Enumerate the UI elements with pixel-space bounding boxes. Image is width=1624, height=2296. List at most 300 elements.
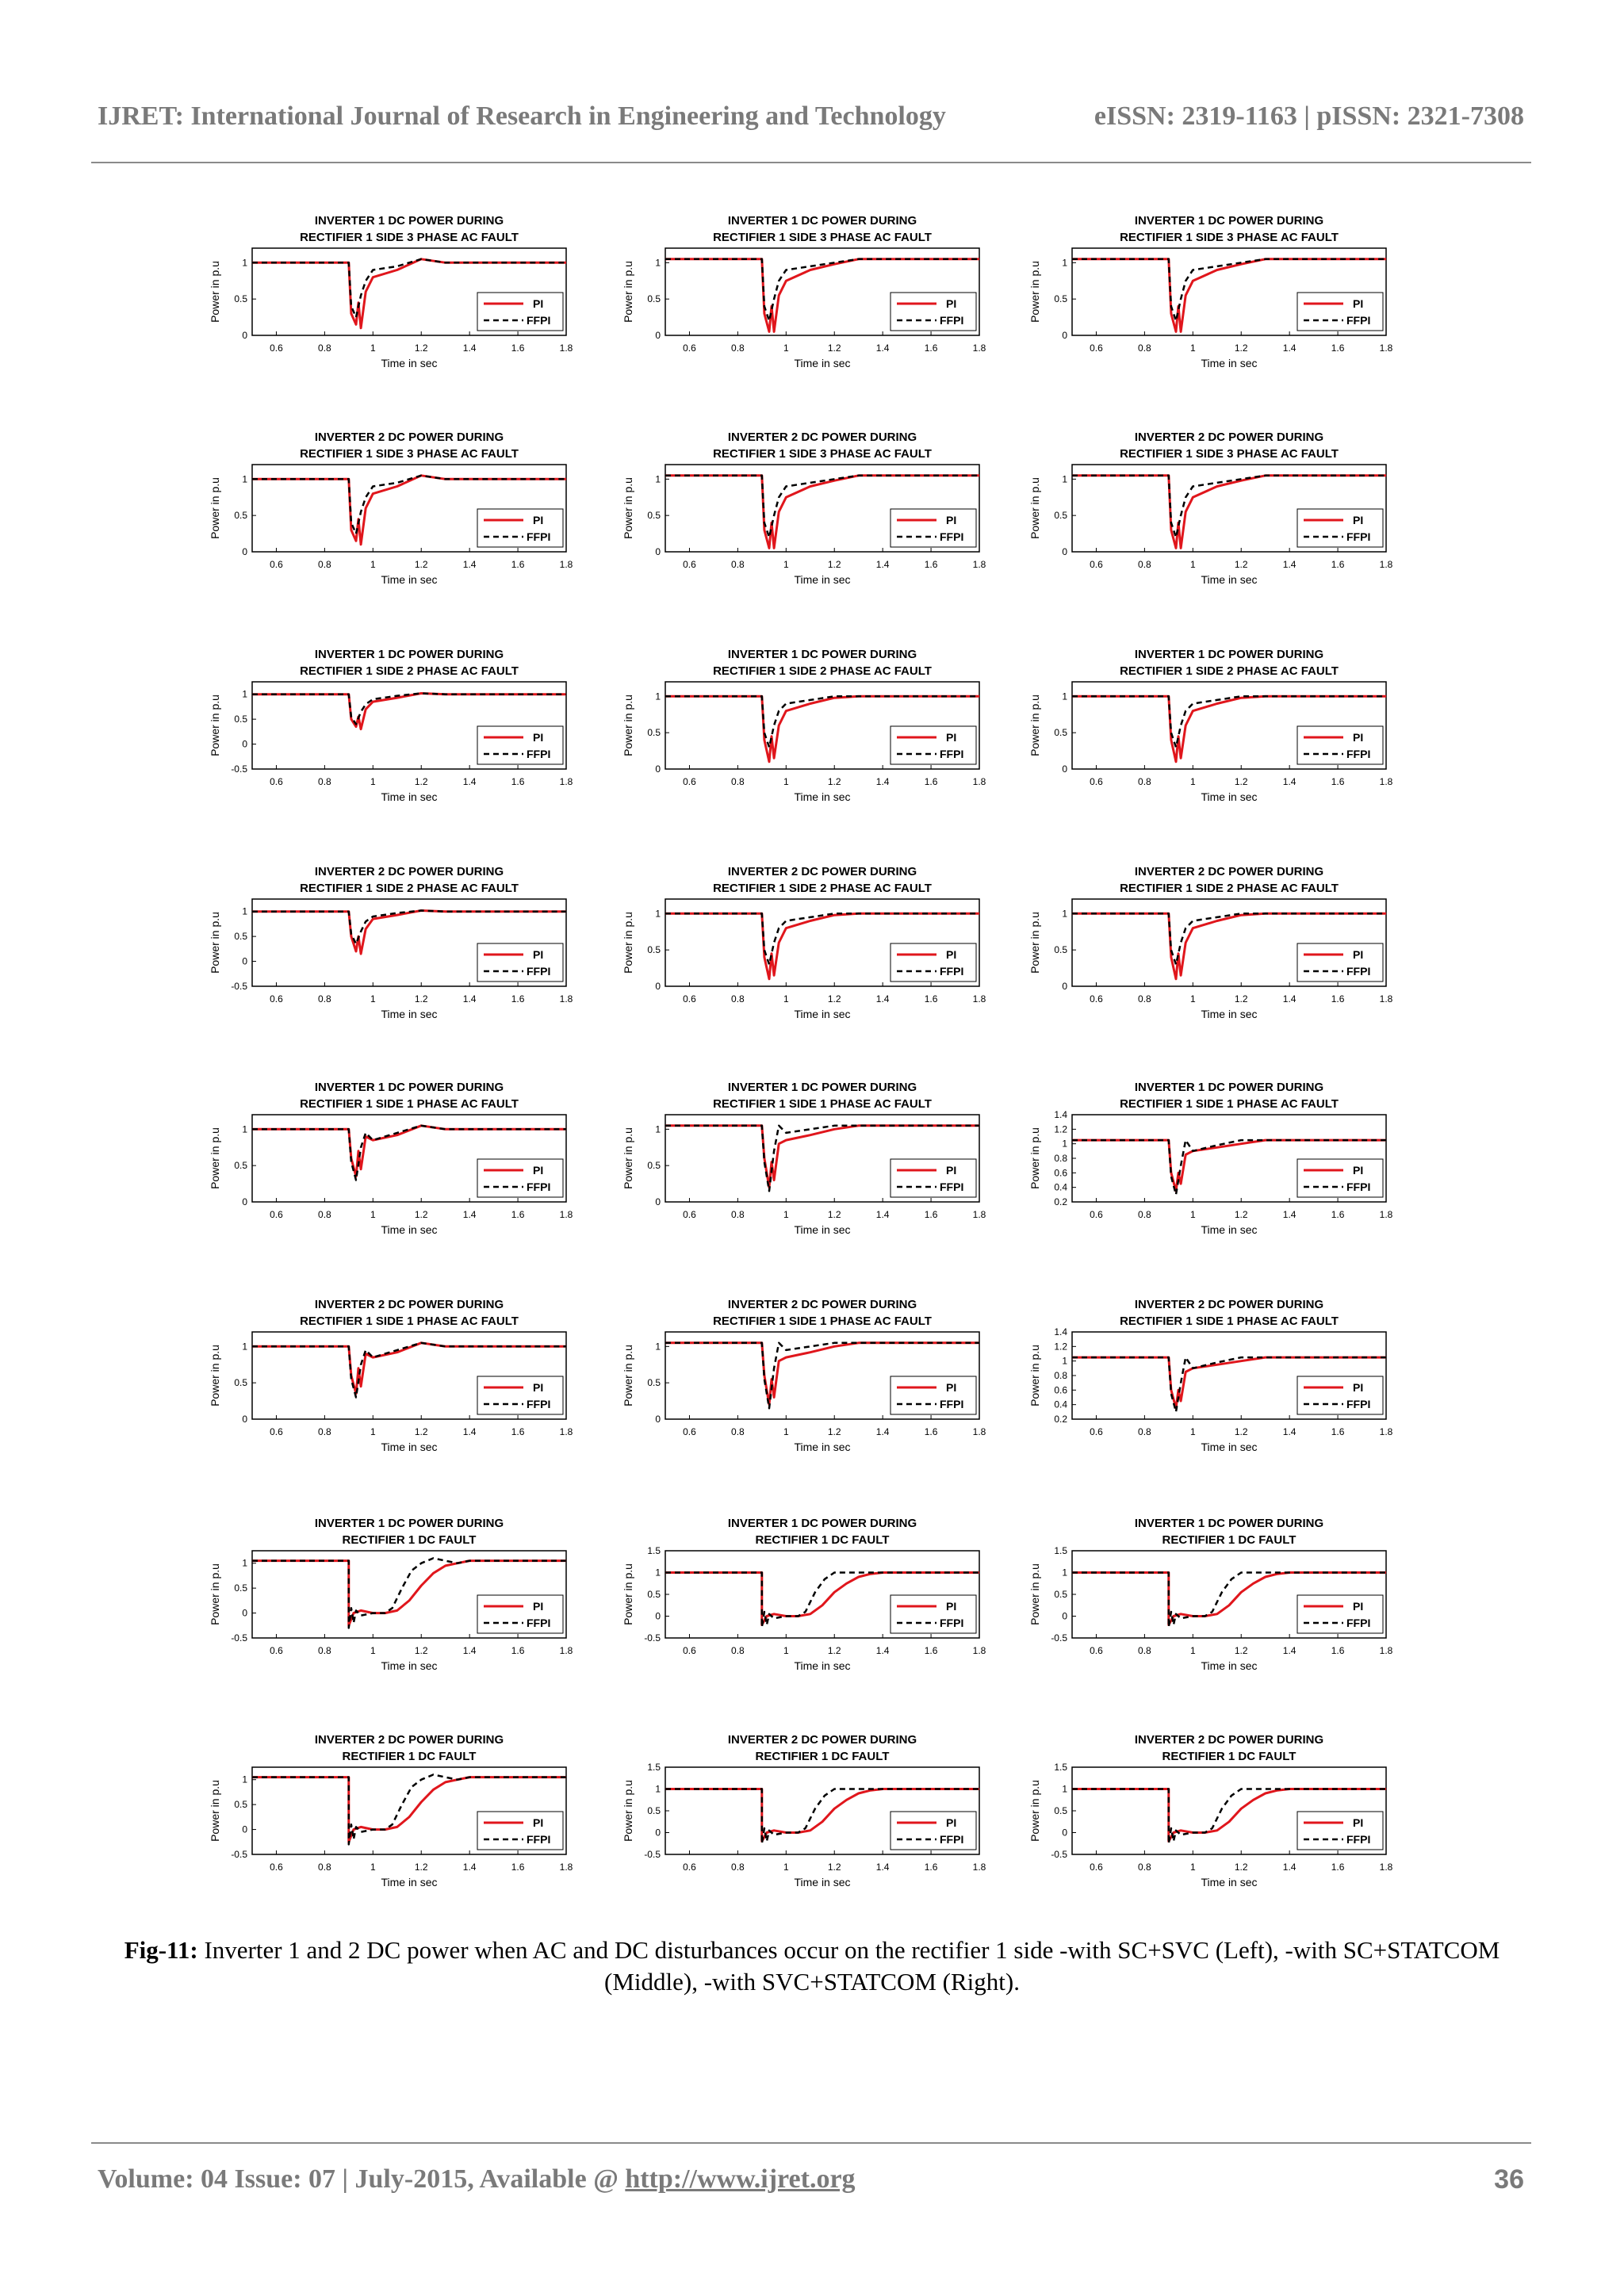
chart-title-line1: INVERTER 2 DC POWER DURING bbox=[727, 430, 917, 444]
x-tick-label: 1 bbox=[1189, 342, 1196, 354]
x-tick-label: 0.6 bbox=[683, 1645, 696, 1656]
y-tick-label: 0 bbox=[242, 1823, 247, 1835]
x-tick-label: 0.8 bbox=[1138, 1426, 1151, 1437]
legend-label-ffpi: FFPI bbox=[527, 1617, 551, 1629]
y-tick-label: 1 bbox=[242, 1557, 247, 1569]
chart-title-line2: RECTIFIER 1 DC FAULT bbox=[1162, 1533, 1297, 1547]
x-tick-label: 1.2 bbox=[827, 1862, 841, 1873]
chart-panel-r3c3 bbox=[1028, 648, 1393, 803]
y-tick-label: 0 bbox=[655, 1196, 661, 1207]
x-tick-label: 1.8 bbox=[1379, 776, 1393, 787]
legend-label-pi: PI bbox=[946, 297, 957, 310]
y-tick-label: 0.5 bbox=[1054, 944, 1067, 956]
figure-caption bbox=[119, 1934, 1505, 1998]
x-axis-label: Time in sec bbox=[1201, 1441, 1258, 1453]
chart-panel-r4c3 bbox=[1028, 865, 1393, 1020]
chart-panel-r6c1 bbox=[209, 1298, 573, 1453]
x-tick-label: 1 bbox=[1189, 1209, 1196, 1220]
y-tick-label: 0 bbox=[655, 1610, 661, 1622]
x-tick-label: 1 bbox=[783, 993, 789, 1004]
y-tick-label: -0.5 bbox=[231, 981, 247, 992]
y-tick-label: 0 bbox=[1062, 763, 1067, 775]
x-tick-label: 0.6 bbox=[1090, 993, 1103, 1004]
x-tick-label: 1.8 bbox=[972, 776, 986, 787]
x-axis-label: Time in sec bbox=[794, 790, 851, 803]
y-tick-label: 1.5 bbox=[1054, 1762, 1067, 1773]
x-tick-label: 1.2 bbox=[1234, 1426, 1248, 1437]
x-tick-label: 1.2 bbox=[414, 559, 428, 570]
x-tick-label: 1.8 bbox=[972, 993, 986, 1004]
x-tick-label: 1 bbox=[1189, 776, 1196, 787]
legend-label-pi: PI bbox=[946, 731, 957, 744]
y-tick-label: 1 bbox=[1062, 691, 1067, 702]
x-axis-label: Time in sec bbox=[1201, 357, 1258, 369]
x-tick-label: 1.8 bbox=[972, 1426, 986, 1437]
x-tick-label: 1 bbox=[1189, 559, 1196, 570]
x-tick-label: 1.6 bbox=[1331, 1209, 1345, 1220]
y-axis-label: Power in p.u bbox=[622, 1127, 634, 1189]
x-tick-label: 1.4 bbox=[462, 776, 477, 787]
x-tick-label: 0.6 bbox=[683, 993, 696, 1004]
chart-panel-r8c2 bbox=[622, 1733, 986, 1888]
legend-label-ffpi: FFPI bbox=[1346, 965, 1371, 978]
chart-title-line1: INVERTER 1 DC POWER DURING bbox=[1134, 1081, 1324, 1094]
x-tick-label: 1.6 bbox=[511, 1645, 525, 1656]
x-tick-label: 1 bbox=[783, 1645, 789, 1656]
x-axis-label: Time in sec bbox=[381, 573, 438, 586]
legend-label-ffpi: FFPI bbox=[1346, 1617, 1371, 1629]
x-tick-label: 1.6 bbox=[924, 993, 938, 1004]
x-tick-label: 1.8 bbox=[972, 559, 986, 570]
y-tick-label: 0 bbox=[655, 330, 661, 341]
chart-panel-r4c1 bbox=[209, 865, 573, 1020]
y-axis-label: Power in p.u bbox=[1028, 912, 1041, 974]
x-tick-label: 1.8 bbox=[972, 1645, 986, 1656]
x-tick-label: 0.8 bbox=[318, 1645, 331, 1656]
x-tick-label: 0.8 bbox=[1138, 559, 1151, 570]
y-axis-label: Power in p.u bbox=[1028, 1127, 1041, 1189]
x-tick-label: 1.2 bbox=[414, 1209, 428, 1220]
legend-label-ffpi: FFPI bbox=[1346, 314, 1371, 327]
y-tick-label: 0 bbox=[242, 1607, 247, 1619]
x-tick-label: 1 bbox=[370, 776, 376, 787]
x-tick-label: 1.8 bbox=[559, 342, 573, 354]
x-tick-label: 1.6 bbox=[511, 1209, 525, 1220]
x-tick-label: 1.6 bbox=[511, 559, 525, 570]
legend-label-ffpi: FFPI bbox=[527, 748, 551, 760]
y-tick-label: -0.5 bbox=[231, 1849, 247, 1860]
y-tick-label: 0.5 bbox=[234, 931, 247, 943]
x-tick-label: 0.6 bbox=[683, 1426, 696, 1437]
x-tick-label: 1.4 bbox=[875, 559, 890, 570]
y-tick-label: 0.5 bbox=[647, 1377, 661, 1389]
x-tick-label: 0.6 bbox=[270, 1862, 283, 1873]
x-tick-label: 0.6 bbox=[683, 342, 696, 354]
x-tick-label: 0.6 bbox=[683, 1209, 696, 1220]
y-tick-label: 0.5 bbox=[647, 510, 661, 522]
x-tick-label: 1.2 bbox=[1234, 993, 1248, 1004]
chart-title-line2: RECTIFIER 1 SIDE 1 PHASE AC FAULT bbox=[713, 1097, 932, 1111]
x-tick-label: 1.8 bbox=[1379, 1426, 1393, 1437]
chart-title-line2: RECTIFIER 1 SIDE 1 PHASE AC FAULT bbox=[300, 1097, 519, 1111]
chart-title-line1: INVERTER 2 DC POWER DURING bbox=[1134, 865, 1324, 878]
legend-label-pi: PI bbox=[533, 1816, 544, 1829]
chart-title-line2: RECTIFIER 1 SIDE 3 PHASE AC FAULT bbox=[1120, 447, 1339, 461]
x-tick-label: 0.6 bbox=[270, 1426, 283, 1437]
legend-label-pi: PI bbox=[1353, 1600, 1364, 1613]
legend-label-pi: PI bbox=[533, 1600, 544, 1613]
x-tick-label: 1.4 bbox=[1282, 1426, 1297, 1437]
x-tick-label: 1.4 bbox=[1282, 1209, 1297, 1220]
x-axis-label: Time in sec bbox=[794, 1223, 851, 1236]
x-tick-label: 0.6 bbox=[1090, 1645, 1103, 1656]
chart-title-line1: INVERTER 2 DC POWER DURING bbox=[314, 430, 504, 444]
x-tick-label: 1.8 bbox=[972, 1209, 986, 1220]
y-tick-label: 1 bbox=[1062, 1355, 1067, 1367]
y-tick-label: 0.5 bbox=[647, 944, 661, 956]
x-tick-label: 1.4 bbox=[1282, 993, 1297, 1004]
y-tick-label: 1 bbox=[655, 1567, 661, 1578]
y-tick-label: 0 bbox=[242, 1414, 247, 1425]
x-axis-label: Time in sec bbox=[381, 790, 438, 803]
chart-panel-r5c3 bbox=[1028, 1081, 1393, 1236]
y-axis-label: Power in p.u bbox=[1028, 1345, 1041, 1406]
y-tick-label: 0.5 bbox=[234, 1799, 247, 1811]
legend-label-pi: PI bbox=[1353, 948, 1364, 961]
x-tick-label: 0.8 bbox=[731, 1426, 745, 1437]
x-tick-label: 0.6 bbox=[1090, 776, 1103, 787]
x-tick-label: 0.8 bbox=[318, 1209, 331, 1220]
y-tick-label: 1 bbox=[655, 1123, 661, 1135]
chart-title-line2: RECTIFIER 1 DC FAULT bbox=[755, 1750, 890, 1763]
y-tick-label: 0.5 bbox=[234, 293, 247, 305]
y-tick-label: 0.8 bbox=[1054, 1370, 1067, 1381]
legend-label-pi: PI bbox=[533, 1381, 544, 1394]
y-tick-label: 1 bbox=[655, 1783, 661, 1795]
x-tick-label: 0.6 bbox=[270, 342, 283, 354]
chart-title-line2: RECTIFIER 1 SIDE 3 PHASE AC FAULT bbox=[713, 447, 932, 461]
legend-label-ffpi: FFPI bbox=[940, 1617, 964, 1629]
legend-label-pi: PI bbox=[946, 1600, 957, 1613]
x-tick-label: 0.8 bbox=[318, 559, 331, 570]
y-tick-label: 0 bbox=[1062, 981, 1067, 992]
y-tick-label: 1 bbox=[1062, 1567, 1067, 1578]
x-tick-label: 1.6 bbox=[1331, 559, 1345, 570]
chart-title-line1: INVERTER 1 DC POWER DURING bbox=[727, 214, 917, 228]
x-tick-label: 1 bbox=[783, 559, 789, 570]
y-tick-label: 0.5 bbox=[234, 1377, 247, 1389]
y-tick-label: 0.4 bbox=[1054, 1181, 1067, 1193]
y-tick-label: 0.5 bbox=[647, 1160, 661, 1172]
y-axis-label: Power in p.u bbox=[1028, 261, 1041, 323]
y-tick-label: 0.5 bbox=[1054, 1589, 1067, 1600]
chart-title-line1: INVERTER 2 DC POWER DURING bbox=[314, 865, 504, 878]
x-tick-label: 1.2 bbox=[827, 342, 841, 354]
y-tick-label: 0 bbox=[1062, 546, 1067, 557]
y-tick-label: 1 bbox=[242, 905, 247, 917]
chart-title-line1: INVERTER 2 DC POWER DURING bbox=[727, 865, 917, 878]
y-axis-label: Power in p.u bbox=[622, 912, 634, 974]
chart-title-line1: INVERTER 2 DC POWER DURING bbox=[1134, 1298, 1324, 1311]
y-tick-label: 0.4 bbox=[1054, 1399, 1067, 1410]
chart-title-line1: INVERTER 2 DC POWER DURING bbox=[1134, 430, 1324, 444]
x-tick-label: 1.2 bbox=[414, 776, 428, 787]
legend-label-ffpi: FFPI bbox=[1346, 1181, 1371, 1193]
x-axis-label: Time in sec bbox=[794, 1441, 851, 1453]
chart-title-line1: INVERTER 2 DC POWER DURING bbox=[727, 1733, 917, 1747]
x-tick-label: 1.6 bbox=[924, 1209, 938, 1220]
legend-label-ffpi: FFPI bbox=[527, 314, 551, 327]
x-tick-label: 1.4 bbox=[875, 1862, 890, 1873]
x-tick-label: 1.8 bbox=[1379, 1645, 1393, 1656]
x-tick-label: 0.6 bbox=[683, 1862, 696, 1873]
x-tick-label: 1.6 bbox=[1331, 1426, 1345, 1437]
x-tick-label: 1.2 bbox=[827, 1645, 841, 1656]
y-tick-label: 1 bbox=[1062, 257, 1067, 269]
y-tick-label: 0.5 bbox=[647, 727, 661, 739]
chart-panel-r6c2 bbox=[622, 1298, 986, 1453]
x-tick-label: 0.6 bbox=[270, 776, 283, 787]
y-tick-label: 0 bbox=[655, 1827, 661, 1839]
chart-panel-r7c3 bbox=[1028, 1517, 1393, 1672]
y-tick-label: -0.5 bbox=[231, 1632, 247, 1644]
chart-title-line2: RECTIFIER 1 SIDE 3 PHASE AC FAULT bbox=[1120, 231, 1339, 244]
y-tick-label: 0 bbox=[655, 546, 661, 557]
x-tick-label: 1.8 bbox=[1379, 342, 1393, 354]
x-tick-label: 1.2 bbox=[827, 993, 841, 1004]
x-tick-label: 0.8 bbox=[731, 342, 745, 354]
y-tick-label: -0.5 bbox=[644, 1632, 661, 1644]
x-tick-label: 1 bbox=[370, 1645, 376, 1656]
x-axis-label: Time in sec bbox=[794, 1876, 851, 1888]
y-tick-label: 1 bbox=[242, 257, 247, 269]
x-tick-label: 1.4 bbox=[462, 993, 477, 1004]
y-tick-label: -0.5 bbox=[1051, 1849, 1067, 1860]
y-axis-label: Power in p.u bbox=[1028, 477, 1041, 539]
footer-volume-text: Volume: 04 Issue: 07 | July-2015, Available @ bbox=[98, 2164, 626, 2194]
x-tick-label: 1.4 bbox=[875, 1645, 890, 1656]
x-tick-label: 0.8 bbox=[1138, 776, 1151, 787]
x-tick-label: 1.2 bbox=[414, 1862, 428, 1873]
chart-title-line1: INVERTER 1 DC POWER DURING bbox=[314, 214, 504, 228]
x-tick-label: 1.4 bbox=[462, 1209, 477, 1220]
x-tick-label: 1.2 bbox=[1234, 1645, 1248, 1656]
y-axis-label: Power in p.u bbox=[209, 477, 221, 539]
y-tick-label: 1.4 bbox=[1054, 1109, 1067, 1120]
legend-label-pi: PI bbox=[533, 948, 544, 961]
y-tick-label: 1 bbox=[655, 257, 661, 269]
legend-label-pi: PI bbox=[946, 1816, 957, 1829]
x-tick-label: 1.6 bbox=[924, 342, 938, 354]
legend-label-pi: PI bbox=[1353, 514, 1364, 526]
chart-title-line1: INVERTER 1 DC POWER DURING bbox=[1134, 648, 1324, 661]
chart-title-line2: RECTIFIER 1 SIDE 2 PHASE AC FAULT bbox=[300, 882, 519, 895]
chart-title-line2: RECTIFIER 1 SIDE 2 PHASE AC FAULT bbox=[1120, 882, 1339, 895]
x-tick-label: 1.8 bbox=[559, 1862, 573, 1873]
x-tick-label: 1 bbox=[370, 1862, 376, 1873]
chart-panel-r1c2 bbox=[622, 214, 986, 369]
x-tick-label: 1.6 bbox=[1331, 1862, 1345, 1873]
legend-label-ffpi: FFPI bbox=[1346, 530, 1371, 543]
y-tick-label: 0.5 bbox=[234, 1160, 247, 1172]
x-tick-label: 1.8 bbox=[1379, 993, 1393, 1004]
x-tick-label: 0.6 bbox=[270, 1645, 283, 1656]
legend-label-ffpi: FFPI bbox=[527, 530, 551, 543]
chart-title-line2: RECTIFIER 1 DC FAULT bbox=[1162, 1750, 1297, 1763]
y-tick-label: 0.5 bbox=[234, 1582, 247, 1594]
chart-panel-r8c1 bbox=[209, 1733, 573, 1888]
y-tick-label: 1.2 bbox=[1054, 1123, 1067, 1135]
y-tick-label: 0.8 bbox=[1054, 1153, 1067, 1164]
x-tick-label: 1.6 bbox=[1331, 342, 1345, 354]
y-tick-label: 0.5 bbox=[647, 1589, 661, 1600]
x-tick-label: 0.6 bbox=[270, 559, 283, 570]
legend-label-pi: PI bbox=[946, 1164, 957, 1177]
page-number: 36 bbox=[1494, 2164, 1524, 2195]
y-tick-label: 0.5 bbox=[234, 510, 247, 522]
legend-label-ffpi: FFPI bbox=[940, 1398, 964, 1410]
x-tick-label: 1 bbox=[370, 1209, 376, 1220]
x-axis-label: Time in sec bbox=[381, 1441, 438, 1453]
x-tick-label: 0.8 bbox=[1138, 993, 1151, 1004]
y-axis-label: Power in p.u bbox=[1028, 695, 1041, 756]
chart-title-line2: RECTIFIER 1 DC FAULT bbox=[342, 1750, 477, 1763]
y-tick-label: 0 bbox=[655, 981, 661, 992]
y-axis-label: Power in p.u bbox=[622, 1563, 634, 1625]
y-tick-label: 0.6 bbox=[1054, 1384, 1067, 1396]
x-tick-label: 1.6 bbox=[511, 342, 525, 354]
y-axis-label: Power in p.u bbox=[209, 261, 221, 323]
x-tick-label: 1.2 bbox=[827, 1209, 841, 1220]
x-tick-label: 1.2 bbox=[414, 1645, 428, 1656]
x-axis-label: Time in sec bbox=[1201, 1223, 1258, 1236]
x-tick-label: 1.4 bbox=[1282, 776, 1297, 787]
y-tick-label: 0 bbox=[1062, 1827, 1067, 1839]
y-tick-label: 1 bbox=[655, 691, 661, 702]
y-axis-label: Power in p.u bbox=[209, 1345, 221, 1406]
legend-label-pi: PI bbox=[533, 731, 544, 744]
x-tick-label: 1.4 bbox=[1282, 342, 1297, 354]
legend-label-pi: PI bbox=[946, 514, 957, 526]
y-tick-label: 1 bbox=[242, 473, 247, 485]
x-tick-label: 1 bbox=[783, 342, 789, 354]
x-tick-label: 0.6 bbox=[1090, 1209, 1103, 1220]
y-tick-label: 0.5 bbox=[1054, 727, 1067, 739]
x-tick-label: 1.8 bbox=[559, 993, 573, 1004]
x-tick-label: 0.8 bbox=[731, 1862, 745, 1873]
legend-label-pi: PI bbox=[1353, 1816, 1364, 1829]
y-tick-label: 0.5 bbox=[647, 1805, 661, 1816]
x-tick-label: 1.6 bbox=[511, 993, 525, 1004]
x-tick-label: 1 bbox=[370, 342, 376, 354]
y-tick-label: 1 bbox=[242, 1341, 247, 1353]
y-tick-label: 0.5 bbox=[234, 714, 247, 725]
y-tick-label: 1 bbox=[1062, 1138, 1067, 1150]
x-tick-label: 1.8 bbox=[559, 1209, 573, 1220]
x-tick-label: 1.4 bbox=[1282, 1862, 1297, 1873]
chart-title-line1: INVERTER 1 DC POWER DURING bbox=[314, 648, 504, 661]
x-tick-label: 0.6 bbox=[683, 776, 696, 787]
legend-label-pi: PI bbox=[946, 1381, 957, 1394]
x-tick-label: 1.4 bbox=[875, 776, 890, 787]
chart-title-line1: INVERTER 1 DC POWER DURING bbox=[727, 1081, 917, 1094]
legend-label-ffpi: FFPI bbox=[527, 965, 551, 978]
x-tick-label: 0.8 bbox=[731, 1645, 745, 1656]
x-tick-label: 1.2 bbox=[827, 559, 841, 570]
x-tick-label: 1.2 bbox=[827, 1426, 841, 1437]
journal-link[interactable]: http://www.ijret.org bbox=[625, 2164, 856, 2194]
x-tick-label: 1.8 bbox=[1379, 559, 1393, 570]
x-axis-label: Time in sec bbox=[381, 1008, 438, 1020]
chart-title-line1: INVERTER 1 DC POWER DURING bbox=[314, 1517, 504, 1530]
y-tick-label: 1 bbox=[242, 688, 247, 700]
y-tick-label: 0 bbox=[242, 1196, 247, 1207]
y-tick-label: 0.5 bbox=[1054, 1805, 1067, 1816]
chart-title-line1: INVERTER 2 DC POWER DURING bbox=[727, 1298, 917, 1311]
x-tick-label: 1 bbox=[1189, 1645, 1196, 1656]
y-tick-label: 0 bbox=[1062, 330, 1067, 341]
chart-title-line1: INVERTER 1 DC POWER DURING bbox=[1134, 214, 1324, 228]
x-tick-label: 1.2 bbox=[827, 776, 841, 787]
chart-title-line1: INVERTER 2 DC POWER DURING bbox=[314, 1733, 504, 1747]
x-axis-label: Time in sec bbox=[1201, 1876, 1258, 1888]
x-axis-label: Time in sec bbox=[381, 1223, 438, 1236]
x-tick-label: 1.4 bbox=[462, 342, 477, 354]
x-axis-label: Time in sec bbox=[1201, 573, 1258, 586]
x-tick-label: 1.4 bbox=[1282, 559, 1297, 570]
x-tick-label: 0.8 bbox=[1138, 1209, 1151, 1220]
chart-panel-r1c3 bbox=[1028, 214, 1393, 369]
chart-title-line1: INVERTER 2 DC POWER DURING bbox=[1134, 1733, 1324, 1747]
legend-label-ffpi: FFPI bbox=[1346, 1398, 1371, 1410]
chart-title-line1: INVERTER 1 DC POWER DURING bbox=[314, 1081, 504, 1094]
y-tick-label: 1 bbox=[655, 473, 661, 485]
legend-label-ffpi: FFPI bbox=[940, 530, 964, 543]
x-tick-label: 1.8 bbox=[1379, 1862, 1393, 1873]
chart-title-line2: RECTIFIER 1 SIDE 2 PHASE AC FAULT bbox=[713, 882, 932, 895]
chart-panel-r5c1 bbox=[209, 1081, 573, 1236]
x-tick-label: 1 bbox=[1189, 993, 1196, 1004]
x-tick-label: 1.4 bbox=[462, 1426, 477, 1437]
chart-title-line2: RECTIFIER 1 DC FAULT bbox=[342, 1533, 477, 1547]
y-tick-label: 0.2 bbox=[1054, 1196, 1067, 1207]
y-tick-label: 0 bbox=[655, 1414, 661, 1425]
x-tick-label: 1.2 bbox=[414, 1426, 428, 1437]
chart-panel-r4c2 bbox=[622, 865, 986, 1020]
y-tick-label: 0.5 bbox=[647, 293, 661, 305]
chart-title-line2: RECTIFIER 1 SIDE 1 PHASE AC FAULT bbox=[1120, 1314, 1339, 1328]
x-tick-label: 1.4 bbox=[875, 342, 890, 354]
x-tick-label: 1 bbox=[370, 1426, 376, 1437]
legend-label-ffpi: FFPI bbox=[940, 1181, 964, 1193]
x-tick-label: 1.2 bbox=[1234, 1209, 1248, 1220]
x-tick-label: 0.8 bbox=[318, 1862, 331, 1873]
x-tick-label: 1.4 bbox=[462, 1645, 477, 1656]
x-tick-label: 0.6 bbox=[683, 559, 696, 570]
x-tick-label: 1.4 bbox=[875, 1209, 890, 1220]
x-tick-label: 1 bbox=[1189, 1426, 1196, 1437]
chart-title-line2: RECTIFIER 1 SIDE 3 PHASE AC FAULT bbox=[300, 447, 519, 461]
x-tick-label: 0.8 bbox=[731, 559, 745, 570]
chart-title-line2: RECTIFIER 1 SIDE 1 PHASE AC FAULT bbox=[713, 1314, 932, 1328]
legend-label-ffpi: FFPI bbox=[527, 1398, 551, 1410]
legend-label-ffpi: FFPI bbox=[940, 1833, 964, 1846]
x-tick-label: 1.8 bbox=[1379, 1209, 1393, 1220]
x-tick-label: 1.8 bbox=[559, 1426, 573, 1437]
chart-title-line1: INVERTER 2 DC POWER DURING bbox=[314, 1298, 504, 1311]
y-axis-label: Power in p.u bbox=[1028, 1780, 1041, 1842]
y-tick-label: 1 bbox=[1062, 908, 1067, 920]
